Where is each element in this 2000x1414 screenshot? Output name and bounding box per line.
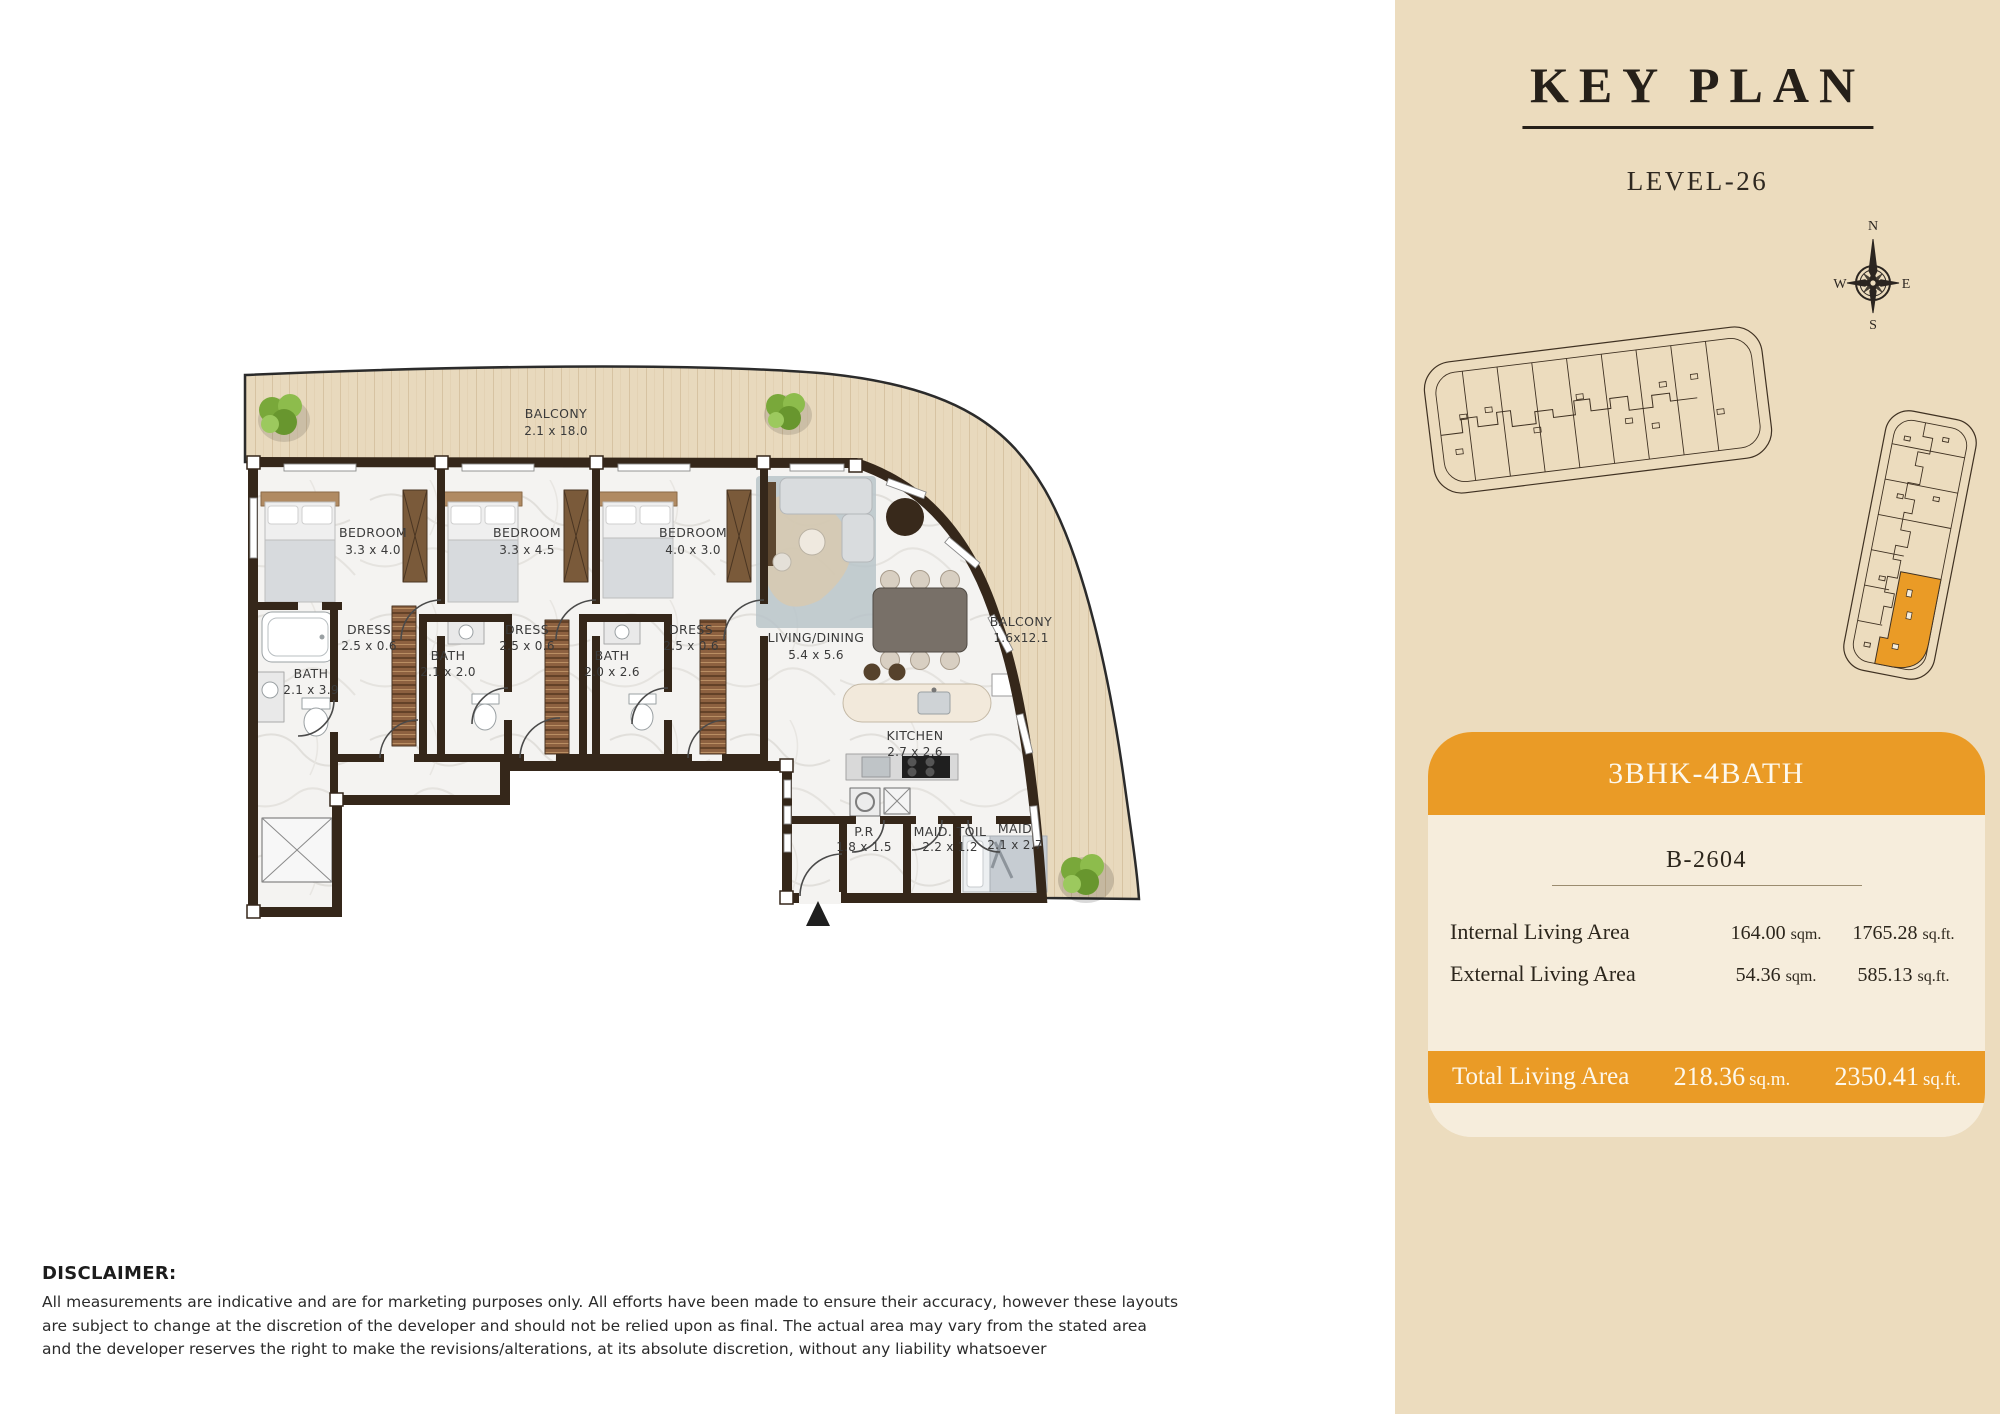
svg-text:2.0 x 2.6: 2.0 x 2.6 — [584, 665, 640, 679]
svg-text:1.6x12.1: 1.6x12.1 — [993, 631, 1049, 645]
svg-text:S: S — [1869, 318, 1877, 333]
room-label: BATH — [293, 666, 329, 681]
room-label: BALCONY — [524, 406, 588, 421]
svg-text:3.3 x 4.0: 3.3 x 4.0 — [345, 543, 401, 557]
room-label: BEDROOM — [338, 525, 408, 540]
disclaimer-line: All measurements are indicative and are for marketing purposes only. All efforts have been made to ensure their accuracy, however these layouts — [42, 1293, 1179, 1311]
unit-number-underline — [1552, 885, 1862, 886]
svg-text:W: W — [1833, 277, 1847, 292]
room-label: LIVING/DINING — [767, 630, 865, 645]
key-plan-panel — [1395, 0, 2000, 1414]
area-sqm: 54.36 sqm. — [1735, 964, 1817, 986]
vanity-icon — [604, 620, 640, 644]
room-label: BALCONY — [989, 614, 1053, 629]
vanity-icon — [448, 620, 484, 644]
svg-text:2.5 x 0.6: 2.5 x 0.6 — [341, 639, 397, 653]
total-area-bar — [1428, 1051, 1985, 1103]
area-row-label: Internal Living Area — [1450, 919, 1630, 944]
unit-type-banner: 3BHK-4BATH — [1428, 732, 1985, 815]
room-label: MAID — [997, 821, 1033, 836]
total-label: Total Living Area — [1452, 1063, 1630, 1090]
room-label: BEDROOM — [658, 525, 728, 540]
svg-text:5.4 x 5.6: 5.4 x 5.6 — [788, 648, 844, 662]
svg-text:1.8 x 1.5: 1.8 x 1.5 — [836, 840, 892, 854]
svg-text:3.3 x 4.5: 3.3 x 4.5 — [499, 543, 555, 557]
area-sqm: 164.00 sqm. — [1730, 922, 1822, 944]
washer-icon — [850, 788, 880, 816]
total-sqm: 218.36 sq.m. — [1673, 1062, 1791, 1091]
dining-table-icon — [873, 571, 967, 670]
vanity-icon — [256, 672, 284, 722]
bed-icon — [261, 492, 339, 602]
room-label: MAID. TOIL — [913, 824, 987, 839]
disclaimer — [42, 1263, 1178, 1362]
room-label: BATH — [430, 648, 466, 663]
svg-text:2.1 x 18.0: 2.1 x 18.0 — [524, 424, 588, 438]
compass-rose-icon — [1807, 205, 1937, 355]
svg-text:2.5 x 0.6: 2.5 x 0.6 — [663, 639, 719, 653]
area-row-label: External Living Area — [1450, 961, 1636, 986]
svg-text:2.7 x 2.6: 2.7 x 2.6 — [887, 745, 943, 759]
total-sqft: 2350.41 sq.ft. — [1834, 1062, 1961, 1091]
column — [886, 498, 924, 536]
area-sqft: 585.13 sq.ft. — [1857, 964, 1950, 986]
key-plan-title: KEY PLAN — [1522, 56, 1873, 129]
unit-number: B-2604 — [1666, 847, 1747, 873]
svg-text:2.5 x 0.6: 2.5 x 0.6 — [499, 639, 555, 653]
area-row — [1428, 919, 1985, 945]
entrance-marker — [806, 901, 830, 926]
area-sqft: 1765.28 sq.ft. — [1852, 922, 1955, 944]
disclaimer-line: and the developer reserves the right to make the revisions/alterations, at its absolute discretion, without any liability whatsoever — [42, 1340, 1047, 1358]
svg-text:N: N — [1867, 219, 1879, 234]
room-label: DRESS — [346, 622, 392, 637]
key-plan-building-b — [1810, 395, 2000, 705]
room-label: BATH — [594, 648, 630, 663]
svg-text:E: E — [1901, 277, 1911, 292]
toilet-icon — [302, 698, 330, 736]
room-label: P.R — [854, 824, 874, 839]
area-row — [1428, 961, 1985, 987]
svg-text:2.2 x 1.2: 2.2 x 1.2 — [922, 840, 978, 854]
svg-text:2.1 x 2.7: 2.1 x 2.7 — [987, 838, 1043, 852]
cabinet-icon — [884, 788, 910, 814]
shower-icon — [262, 818, 332, 882]
room-label: KITCHEN — [886, 728, 944, 743]
entry-door-gap — [799, 892, 841, 904]
disclaimer-title: DISCLAIMER: — [42, 1263, 177, 1284]
svg-text:2.1 x 2.0: 2.1 x 2.0 — [420, 665, 476, 679]
svg-text:2.1 x 3.9: 2.1 x 3.9 — [283, 683, 339, 697]
disclaimer-line: are subject to change at the discretion of the developer and should not be relied upon as final. The actual area may vary from the stated area — [42, 1316, 1147, 1335]
unit-card-body — [1428, 815, 1985, 1051]
highlighted-unit — [1875, 570, 1941, 673]
unit-card-footer — [1428, 1103, 1985, 1137]
room-label: BEDROOM — [492, 525, 562, 540]
bathtub-icon — [262, 612, 334, 662]
key-plan-level: LEVEL-26 — [1626, 166, 1769, 196]
unit-card — [1428, 732, 1985, 1137]
room-label: DRESS — [668, 622, 714, 637]
room-label: DRESS — [504, 622, 550, 637]
shower-door-gap — [296, 794, 326, 806]
key-plan-building-a — [1413, 318, 1783, 503]
svg-text:4.0 x 3.0: 4.0 x 3.0 — [665, 543, 721, 557]
